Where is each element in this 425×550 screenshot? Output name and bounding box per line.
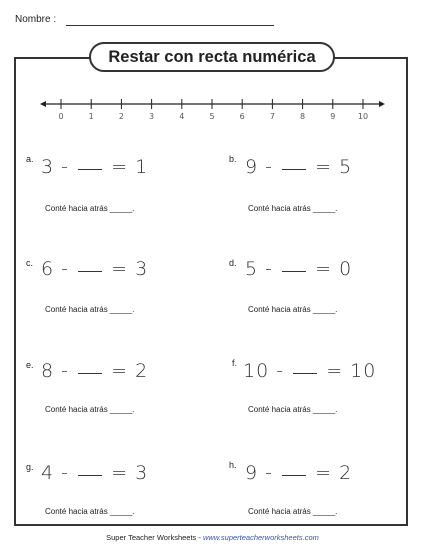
answer-blank[interactable] <box>78 168 102 170</box>
minuend: 6 <box>41 258 55 280</box>
result: 0 <box>339 258 353 280</box>
counted-back-text: Conté hacia atrás _____. <box>248 405 338 414</box>
equals-sign: = <box>315 156 333 178</box>
equals-sign: = <box>315 462 333 484</box>
number-line-label: 3 <box>149 112 155 121</box>
number-line-label: 9 <box>330 112 336 121</box>
number-line-label: 10 <box>357 112 369 121</box>
problem-letter: b. <box>229 154 237 164</box>
problem-letter: g. <box>26 462 34 472</box>
number-line-label: 0 <box>58 112 64 121</box>
equation <box>41 258 148 280</box>
minus-sign: - <box>61 462 69 484</box>
problem-letter: h. <box>229 460 237 470</box>
equation <box>41 462 148 484</box>
equals-sign: = <box>111 360 129 382</box>
answer-blank[interactable] <box>282 270 306 272</box>
counted-back-text: Conté hacia atrás _____. <box>45 405 135 414</box>
number-line-label: 6 <box>239 112 245 121</box>
minuend: 10 <box>243 360 270 382</box>
minus-sign: - <box>265 462 273 484</box>
minuend: 3 <box>41 156 55 178</box>
counted-back-text: Conté hacia atrás _____. <box>45 204 135 213</box>
minuend: 9 <box>245 462 259 484</box>
answer-blank[interactable] <box>78 372 102 374</box>
name-label: Nombre : <box>15 14 57 25</box>
equation <box>243 360 376 382</box>
counted-back-text: Conté hacia atrás _____. <box>45 507 135 516</box>
problem-letter: f. <box>232 358 238 368</box>
minus-sign: - <box>61 360 69 382</box>
worksheet-title: Restar con recta numérica <box>89 42 335 72</box>
counted-back-text: Conté hacia atrás _____. <box>248 305 338 314</box>
minus-sign: - <box>276 360 285 382</box>
answer-blank[interactable] <box>282 474 306 476</box>
answer-blank[interactable] <box>293 372 317 374</box>
equation <box>41 156 148 178</box>
number-line-label: 1 <box>88 112 94 121</box>
footer-url-link[interactable]: www.superteacherworksheets.com <box>202 533 319 542</box>
number-line-label: 5 <box>209 112 215 121</box>
result: 5 <box>339 156 353 178</box>
problem-letter: c. <box>26 258 34 268</box>
answer-blank[interactable] <box>78 270 102 272</box>
minuend: 8 <box>41 360 55 382</box>
number-line <box>0 0 425 140</box>
equation <box>245 462 352 484</box>
equals-sign: = <box>326 360 344 382</box>
minus-sign: - <box>265 156 273 178</box>
answer-blank[interactable] <box>78 474 102 476</box>
number-line-label: 7 <box>269 112 275 121</box>
minuend: 4 <box>41 462 55 484</box>
right-arrow-icon <box>379 101 385 107</box>
counted-back-text: Conté hacia atrás _____. <box>45 305 135 314</box>
footer-prefix: Super Teacher Worksheets - <box>106 533 203 542</box>
problem-letter: d. <box>229 258 237 268</box>
minuend: 5 <box>245 258 259 280</box>
equation <box>245 258 352 280</box>
minuend: 9 <box>245 156 259 178</box>
minus-sign: - <box>265 258 273 280</box>
footer <box>0 533 425 542</box>
number-line-label: 2 <box>118 112 124 121</box>
problem-letter: a. <box>26 154 34 164</box>
answer-blank[interactable] <box>282 168 306 170</box>
equation <box>41 360 148 382</box>
equals-sign: = <box>111 462 129 484</box>
equals-sign: = <box>111 258 129 280</box>
result: 3 <box>135 258 149 280</box>
counted-back-text: Conté hacia atrás _____. <box>248 507 338 516</box>
number-line-label: 4 <box>179 112 185 121</box>
result: 3 <box>135 462 149 484</box>
minus-sign: - <box>61 258 69 280</box>
equals-sign: = <box>315 258 333 280</box>
problem-letter: e. <box>26 360 34 370</box>
result: 2 <box>339 462 353 484</box>
number-line-label: 8 <box>300 112 306 121</box>
counted-back-text: Conté hacia atrás _____. <box>248 204 338 213</box>
result: 1 <box>135 156 149 178</box>
minus-sign: - <box>61 156 69 178</box>
left-arrow-icon <box>40 101 46 107</box>
equation <box>245 156 352 178</box>
result: 10 <box>350 360 377 382</box>
equals-sign: = <box>111 156 129 178</box>
result: 2 <box>135 360 149 382</box>
